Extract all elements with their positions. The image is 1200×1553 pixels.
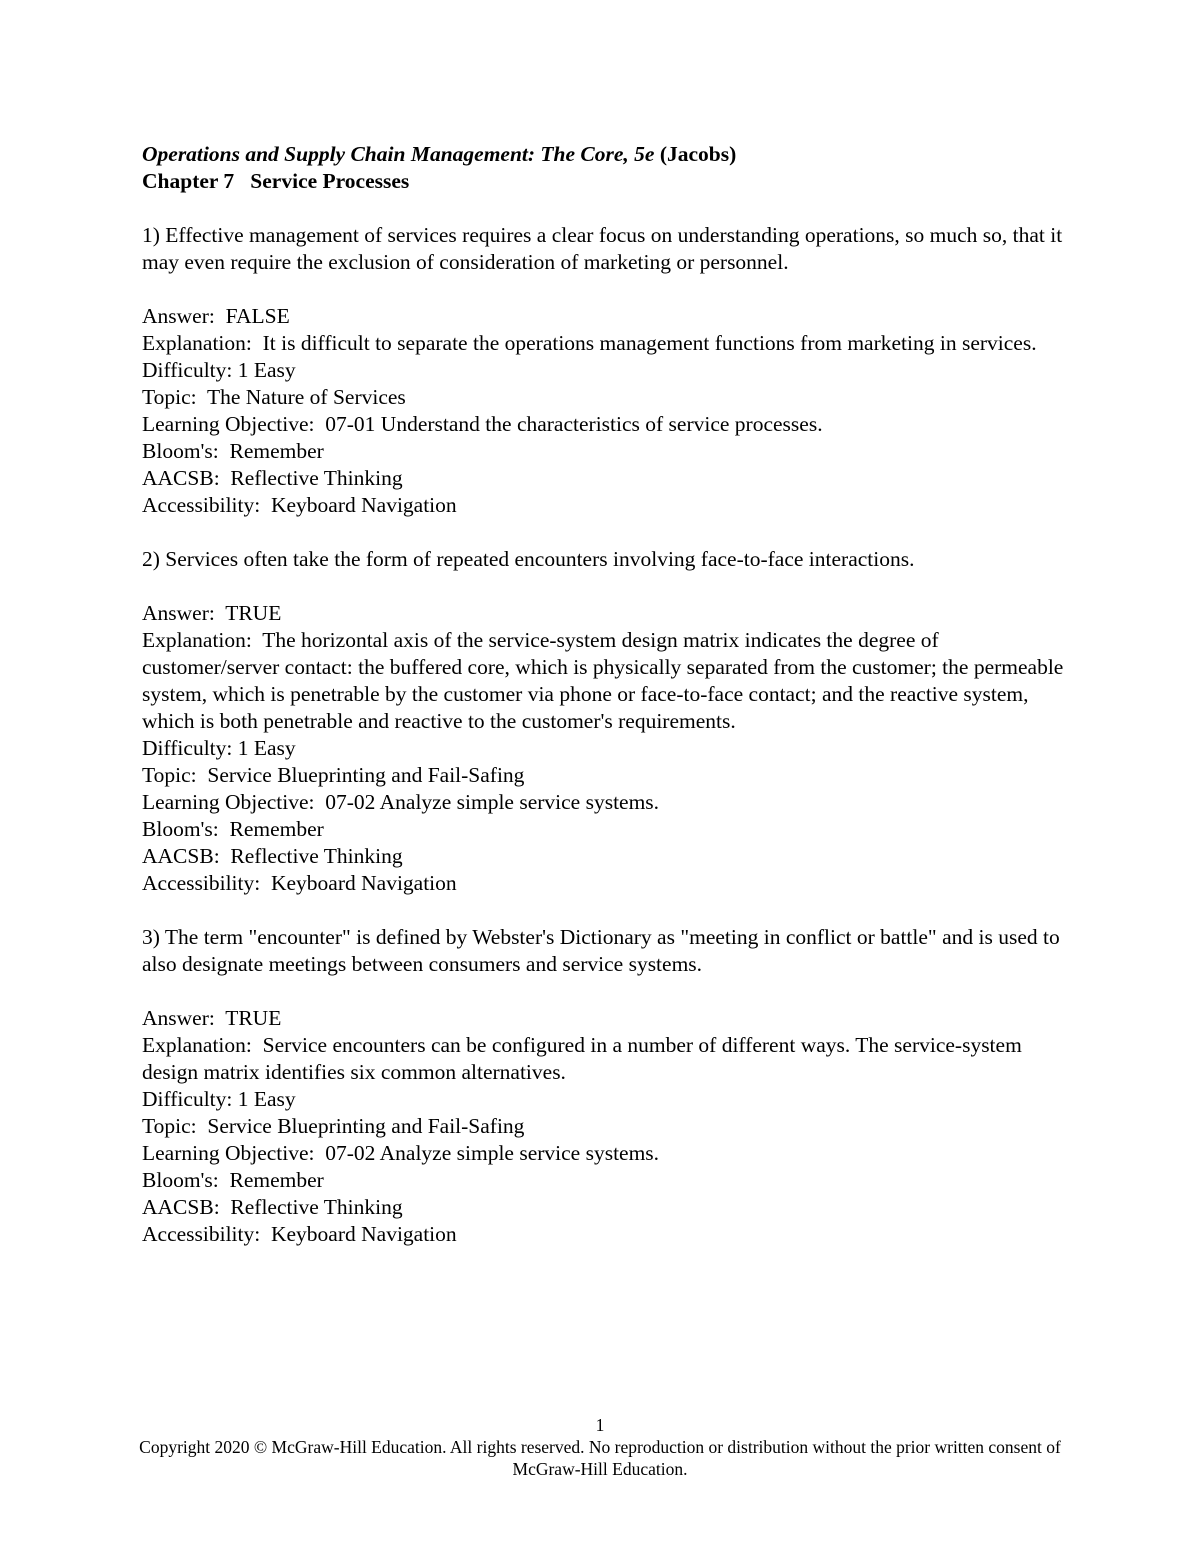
aacsb: AACSB: Reflective Thinking [142, 844, 403, 868]
learning-objective: Learning Objective: 07-01 Understand the characteristics of service processes. [142, 412, 823, 436]
explanation: Explanation: The horizontal axis of the service-system design matrix indicates the degree of customer/server contact: the buffered core, which is physically separated from the customer; the permeable system, which is penetrable by the customer via phone or face-to-face contact; and the reactive system, which is both penetrable and reactive to the customer's requirements. [142, 628, 1069, 733]
question-text: 1) Effective management of services requires a clear focus on understanding operations, so much so, that it may even require the exclusion of consideration of marketing or personnel. [142, 223, 1063, 274]
page-number: 1 [595, 1415, 605, 1435]
blooms: Bloom's: Remember [142, 1168, 324, 1192]
learning-objective: Learning Objective: 07-02 Analyze simple service systems. [142, 1141, 660, 1165]
book-title-line [142, 141, 1067, 168]
question-block [142, 222, 1067, 519]
chapter-heading: Chapter 7 Service Processes [142, 169, 410, 193]
question-text: 3) The term "encounter" is defined by Webster's Dictionary as "meeting in conflict or battle" and is used to also designate meetings between consumers and service systems. [142, 925, 1060, 976]
blooms: Bloom's: Remember [142, 817, 324, 841]
aacsb: AACSB: Reflective Thinking [142, 466, 403, 490]
difficulty: Difficulty: 1 Easy [142, 358, 296, 382]
explanation: Explanation: It is difficult to separate the operations management functions from marketing in services. [142, 331, 1037, 355]
question-block [142, 546, 1067, 897]
difficulty: Difficulty: 1 Easy [142, 1087, 296, 1111]
accessibility: Accessibility: Keyboard Navigation [142, 871, 457, 895]
learning-objective: Learning Objective: 07-02 Analyze simple service systems. [142, 790, 660, 814]
blooms: Bloom's: Remember [142, 439, 324, 463]
topic: Topic: Service Blueprinting and Fail-Safing [142, 1114, 525, 1138]
answer: Answer: FALSE [142, 304, 290, 328]
difficulty: Difficulty: 1 Easy [142, 736, 296, 760]
accessibility: Accessibility: Keyboard Navigation [142, 1222, 457, 1246]
book-author: (Jacobs) [659, 142, 737, 166]
question-block [142, 924, 1067, 1248]
topic: Topic: The Nature of Services [142, 385, 406, 409]
copyright-notice: Copyright 2020 © McGraw-Hill Education. All rights reserved. No reproduction or distribution without the prior written consent of McGraw-Hill Education. [139, 1437, 1061, 1479]
explanation: Explanation: Service encounters can be configured in a number of different ways. The service-system design matrix identifies six common alternatives. [142, 1033, 1028, 1084]
book-title: Operations and Supply Chain Management: The Core, 5e [142, 142, 655, 166]
answer: Answer: TRUE [142, 1006, 282, 1030]
aacsb: AACSB: Reflective Thinking [142, 1195, 403, 1219]
page-footer [120, 1414, 1080, 1480]
document-body [142, 141, 1067, 1248]
question-text: 2) Services often take the form of repeated encounters involving face-to-face interactions. [142, 547, 915, 571]
topic: Topic: Service Blueprinting and Fail-Safing [142, 763, 525, 787]
answer: Answer: TRUE [142, 601, 282, 625]
accessibility: Accessibility: Keyboard Navigation [142, 493, 457, 517]
